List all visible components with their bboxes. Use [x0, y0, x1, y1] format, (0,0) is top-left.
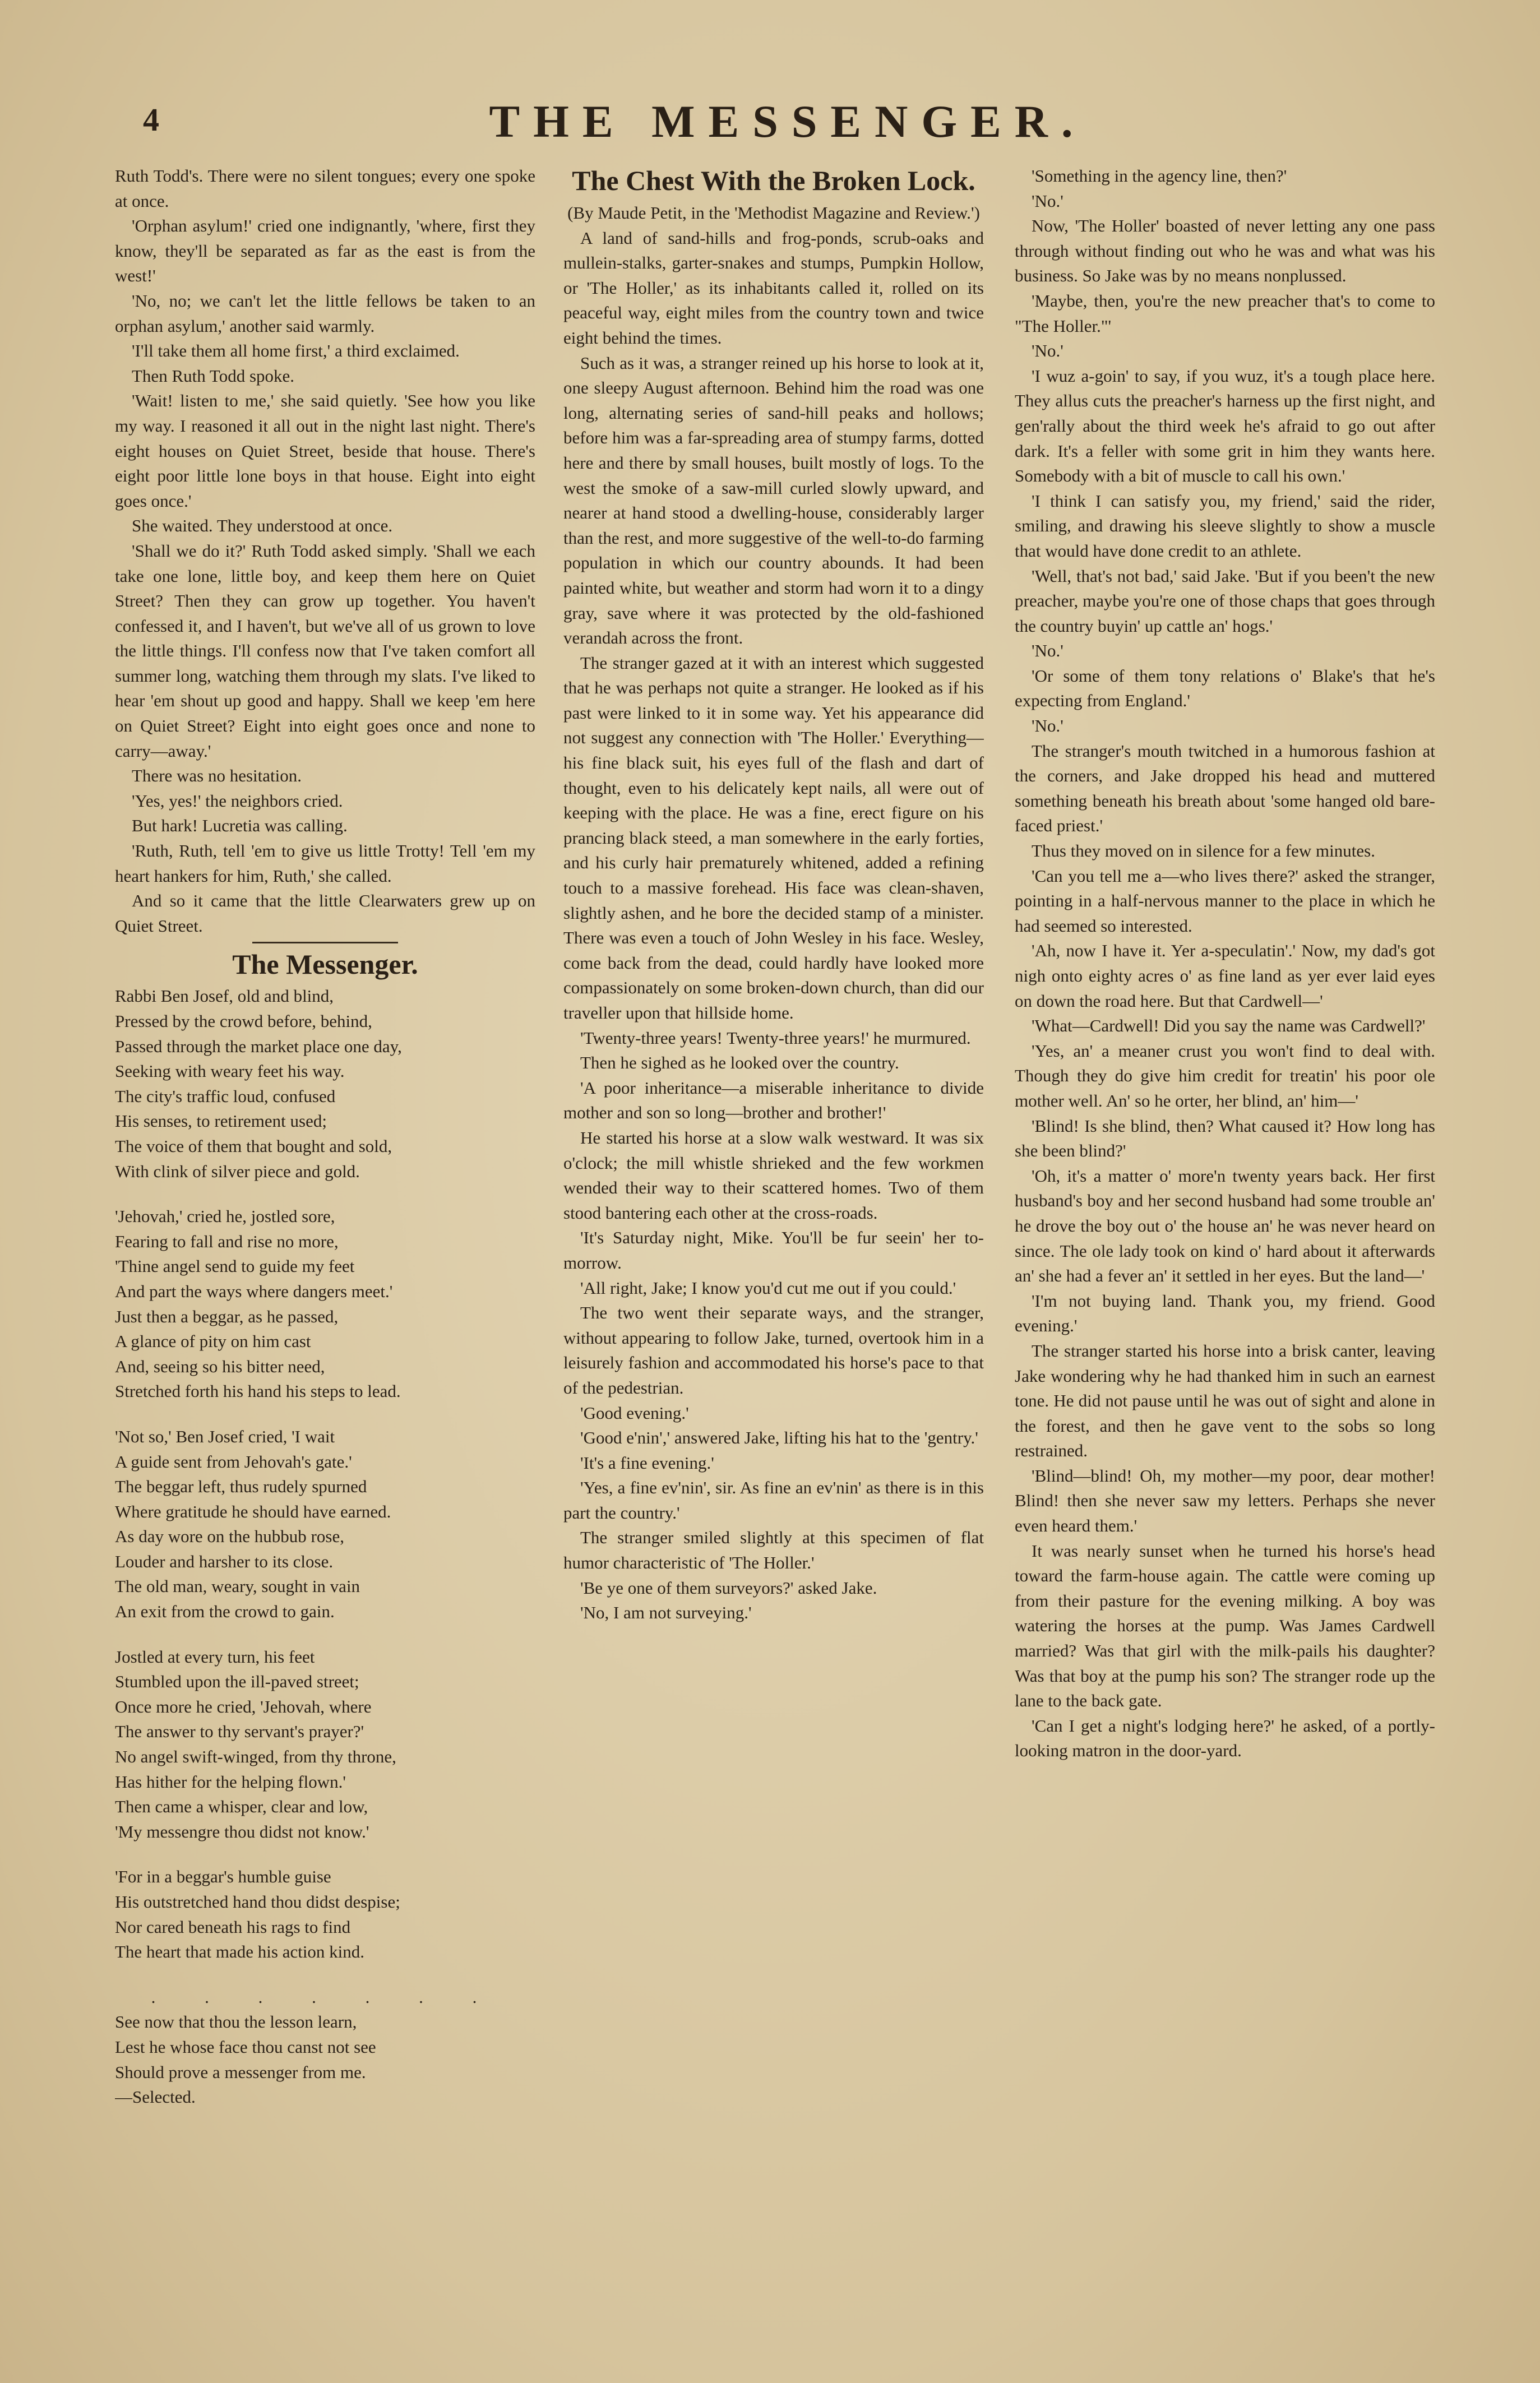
paragraph: Then he sighed as he looked over the country.: [580, 1053, 899, 1073]
paragraph: The stranger smiled slightly at this specimen of flat humor characteristic of 'The Holler.': [563, 1528, 984, 1573]
poem-line: The heart that made his action kind.: [115, 1942, 365, 1962]
poem-line: Lest he whose face thou canst not see: [115, 2037, 376, 2057]
paragraph: 'Ruth, Ruth, tell 'em to give us little Trotty! Tell 'em my heart hankers for him, Ruth,' she called.: [115, 841, 535, 886]
paragraph: 'It's Saturday night, Mike. You'll be fur seein' her to-morrow.: [563, 1228, 984, 1273]
paragraph: But hark! Lucretia was calling.: [132, 816, 348, 836]
paragraph: 'Wait! listen to me,' she said quietly. 'See how you like my way. I reasoned it all out in the night last night. There's eight houses on Quiet Street, beside that house. There's eight poor little lone boys in that house. Eight into eight goes once.': [115, 391, 535, 511]
paragraph: 'Shall we do it?' Ruth Todd asked simply. 'Shall we each take one lone, little boy, and keep them here on Quiet Street? Then they can grow up together. You haven't confessed it, and I haven't, but we've all of us grown to love the little things. I'll confess now that I've taken comfort all summer long, watching them through my slats. I've liked to hear 'em shout up good and happy. Shall we keep 'em here on Quiet Street? Eight into eight goes once and none to carry—away.': [115, 540, 535, 761]
newspaper-columns: [115, 164, 1455, 2238]
poem-attribution: —Selected.: [115, 2087, 196, 2107]
paragraph: 'I think I can satisfy you, my friend,' said the rider, smiling, and drawing his sleeve slightly to show a muscle that would have done credit to an athlete.: [1015, 491, 1435, 561]
paragraph: 'No, no; we can't let the little fellows be taken to an orphan asylum,' another said warmly.: [115, 290, 535, 336]
poem-line: Stumbled upon the ill-paved street;: [115, 1672, 359, 1692]
poem-line: The voice of them that bought and sold,: [115, 1136, 392, 1156]
poem-line: 'My messengre thou didst not know.': [115, 1821, 369, 1841]
paragraph: Ruth Todd's. There were no silent tongues; every one spoke at once.: [115, 166, 535, 211]
paragraph: 'All right, Jake; I know you'd cut me out if you could.': [580, 1278, 956, 1298]
poem-line: Then came a whisper, clear and low,: [115, 1797, 368, 1817]
poem-line: Passed through the market place one day,: [115, 1036, 402, 1056]
masthead: THE MESSENGER.: [489, 96, 1086, 147]
poem-line: And part the ways where dangers meet.': [115, 1281, 393, 1301]
poem-stanza: [115, 1424, 535, 1625]
paragraph: 'Yes, a fine ev'nin', sir. As fine an ev'nin' as there is in this part the country.': [563, 1478, 984, 1523]
poem-line: Louder and harsher to its close.: [115, 1551, 334, 1571]
poem-line: The old man, weary, sought in vain: [115, 1576, 360, 1597]
poem-line: Nor cared beneath his rags to find: [115, 1917, 351, 1937]
paragraph: 'No.': [1032, 341, 1063, 361]
paragraph: 'Blind! Is she blind, then? What caused it? How long has she been blind?': [1015, 1116, 1435, 1161]
column-3: [1015, 164, 1435, 2238]
poem-line: With clink of silver piece and gold.: [115, 1161, 360, 1181]
paragraph: 'Oh, it's a matter o' more'n twenty years back. Her first husband's boy and her second husband had some trouble an' he drove the boy out o' the house an' he was never heard on since. The ole lady took on kind o' hard about it afterwards an' she had a fever an' it settled in her eyes. But the land—': [1015, 1165, 1435, 1286]
paragraph: 'Something in the agency line, then?': [1032, 166, 1287, 186]
poem-line: Has hither for the helping flown.': [115, 1771, 346, 1792]
column-1: [115, 164, 535, 2238]
poem-line: Rabbi Ben Josef, old and blind,: [115, 986, 334, 1006]
paragraph: There was no hesitation.: [132, 766, 302, 786]
poem-line: 'Jehovah,' cried he, jostled sore,: [115, 1206, 335, 1227]
paragraph: 'Ah, now I have it. Yer a-speculatin'.' Now, my dad's got nigh onto eighty acres o' as fine land as yer ever laid eyes on down the road here. But that Cardwell—': [1015, 941, 1435, 1011]
poem-line: A glance of pity on him cast: [115, 1331, 311, 1352]
paragraph: The stranger started his horse into a brisk canter, leaving Jake wondering why he had thanked him in such an earnest tone. He did not pause until he was out of sight and alone in the forest, and then he gave vent to the sobs so long restrained.: [1015, 1340, 1435, 1461]
article-headline: The Chest With the Broken Lock.: [572, 165, 975, 196]
poem-title: The Messenger.: [232, 948, 418, 980]
poem-final-stanza: [115, 2010, 535, 2085]
paragraph: 'Well, that's not bad,' said Jake. 'But if you been't the new preacher, maybe you're one of those chaps that goes through the country buyin' up cattle an' hogs.': [1015, 566, 1435, 636]
poem-line: Should prove a messenger from me.: [115, 2062, 366, 2082]
poem-line: Seeking with weary feet his way.: [115, 1061, 345, 1081]
page-number: 4: [143, 101, 159, 138]
poem-stanza: [115, 1864, 535, 1964]
poem-stanza: [115, 984, 535, 1184]
story-continuation: [115, 164, 535, 938]
paragraph: 'No.': [1032, 641, 1063, 661]
paragraph: 'Good evening.': [580, 1403, 689, 1423]
paragraph: 'Can I get a night's lodging here?' he asked, of a portly-looking matron in the door-yard.: [1015, 1715, 1435, 1761]
poem-line: See now that thou the lesson learn,: [115, 2012, 357, 2032]
poem-line: His senses, to retirement used;: [115, 1111, 327, 1131]
paragraph: 'I wuz a-goin' to say, if you wuz, it's a tough place here. They allus cuts the preacher's harness up the first night, and gen'rally about the third week he's afraid to go out after dark. It's a feller with some grit in him they wants here. Somebody with a bit of muscle to call his own.': [1015, 365, 1435, 486]
poem-line: 'Thine angel send to guide my feet: [115, 1256, 355, 1276]
poem-line: His outstretched hand thou didst despise;: [115, 1892, 400, 1912]
paragraph: 'A poor inheritance—a miserable inheritance to divide mother and son so long—brother and brother!': [563, 1077, 984, 1123]
poem-line: Fearing to fall and rise no more,: [115, 1231, 339, 1251]
poem-line: The beggar left, thus rudely spurned: [115, 1477, 367, 1497]
paragraph: Now, 'The Holler' boasted of never letting any one pass through without finding out who he was and what was his business. So Jake was by no means nonplussed.: [1015, 216, 1435, 286]
paragraph: 'Blind—blind! Oh, my mother—my poor, dear mother! Blind! then she never saw my letters. Perhaps she never even heard them.': [1015, 1465, 1435, 1536]
paragraph: The two went their separate ways, and the stranger, without appearing to follow Jake, turned, overtook him in a leisurely fashion and accommodated his horse's pace to that of the pedestrian.: [563, 1303, 984, 1398]
paragraph: 'Be ye one of them surveyors?' asked Jake.: [580, 1577, 877, 1598]
poem-line: Jostled at every turn, his feet: [115, 1646, 315, 1667]
paragraph: 'It's a fine evening.': [580, 1452, 714, 1473]
poem-line: And, seeing so his bitter need,: [115, 1356, 325, 1376]
poem-stanza: [115, 1645, 535, 1845]
paragraph: And so it came that the little Clearwaters grew up on Quiet Street.: [115, 891, 535, 936]
paragraph: 'What—Cardwell! Did you say the name was Cardwell?': [1032, 1016, 1426, 1036]
paragraph: Then Ruth Todd spoke.: [132, 365, 295, 386]
poem-line: The answer to thy servant's prayer?': [115, 1722, 364, 1742]
paragraph: Such as it was, a stranger reined up his horse to look at it, one sleepy August afternoon. Behind him the road was one long, alternating series of sand-hill peaks and hollows; before him was a far-spreading area of stumpy farms, dotted here and there by small houses, built mostly of logs. To the west the smoke of a saw-mill curled slowly upward, and nearer at hand stood a dwelling-house, considerably larger than the rest, and more suggestive of the well-to-do farming population in which our country abounds. It had been painted white, but weather and storm had worn it to a dingy gray, save where it was protected by the old-fashioned verandah across the front.: [563, 353, 984, 648]
paragraph: She waited. They understood at once.: [132, 516, 393, 536]
paragraph: 'Orphan asylum!' cried one indignantly, 'where, first they know, they'll be separated as far as the east is from the west!': [115, 216, 535, 286]
section-divider: [252, 942, 398, 943]
paragraph: 'Can you tell me a—who lives there?' asked the stranger, pointing in a half-nervous manner to the place in which he had seemed so interested.: [1015, 866, 1435, 936]
poem-line: Pressed by the crowd before, behind,: [115, 1011, 372, 1031]
column-2: [563, 164, 984, 2238]
paragraph: 'Maybe, then, you're the new preacher that's to come to "The Holler."': [1015, 290, 1435, 336]
paragraph: The stranger gazed at it with an interest which suggested that he was perhaps not quite a stranger. He looked as if his past were linked to it in some way. Yet his appearance did not suggest any connection with 'The Holler.' Everything—his fine black suit, his eyes full of the flash and dart of thought, even to his delicately kept nails, all were out of keeping with the place. He was a fine, erect figure on his prancing black steed, a man somewhere in the early forties, and his curly hair prematurely whitened, added a refining touch to a massive forehead. His face was clean-shaven, slightly ashen, and he bore the decided stamp of a minister. There was even a touch of John Wesley in his face. Wesley, come back from the dead, could hardly have looked more compassionately on some broken-down church, than did our traveller upon that hillside home.: [563, 653, 984, 1022]
poem-line: A guide sent from Jehovah's gate.': [115, 1451, 352, 1472]
poem-stanza: [115, 1204, 535, 1404]
paragraph: 'No.': [1032, 191, 1063, 211]
paragraph: 'I'm not buying land. Thank you, my friend. Good evening.': [1015, 1290, 1435, 1336]
paragraph: A land of sand-hills and frog-ponds, scrub-oaks and mullein-stalks, garter-snakes and stumps, Pumpkin Hollow, or 'The Holler,' as its inhabitants called it, rolled on its peaceful way, eight miles from the country town and twice eight behind the times.: [563, 228, 984, 348]
paragraph: The stranger's mouth twitched in a humorous fashion at the corners, and Jake dropped his head and muttered something beneath his breath about 'some hanged old bare-faced priest.': [1015, 741, 1435, 836]
poem-line: Once more he cried, 'Jehovah, where: [115, 1696, 372, 1716]
poem-line: Just then a beggar, as he passed,: [115, 1306, 339, 1326]
poem-line: 'Not so,' Ben Josef cried, 'I wait: [115, 1426, 335, 1446]
paragraph: 'No, I am not surveying.': [580, 1603, 752, 1623]
paragraph: 'Twenty-three years! Twenty-three years!' he murmured.: [580, 1028, 971, 1048]
poem-line: An exit from the crowd to gain.: [115, 1602, 335, 1622]
article-body: [563, 226, 984, 1626]
poem-ellipsis: . . . . . . .: [151, 1987, 500, 2007]
paragraph: 'Good e'nin',' answered Jake, lifting his hat to the 'gentry.': [580, 1428, 978, 1448]
paragraph: Thus they moved on in silence for a few minutes.: [1032, 841, 1375, 861]
paragraph: He started his horse at a slow walk westward. It was six o'clock; the mill whistle shrieked and the few workmen wended their way to their scattered homes. Two of them stood bantering each other at the cross-roads.: [563, 1127, 984, 1223]
poem-line: As day wore on the hubbub rose,: [115, 1526, 344, 1547]
poem-line: Where gratitude he should have earned.: [115, 1501, 391, 1521]
paragraph: It was nearly sunset when he turned his horse's head toward the farm-house again. The cattle were coming up from their pasture for the evening milking. A boy was watering the horses at the pump. Was James Cardwell married? Was that girl with the milk-pails his daughter? Was that boy at the pump his son? The stranger rode up the lane to the back gate.: [1015, 1540, 1435, 1711]
paragraph: 'Yes, an' a meaner crust you won't find to deal with. Though they do give him credit for treatin' his poor ole mother well. An' so he orter, her blind, an' him—': [1015, 1040, 1435, 1110]
article-byline: (By Maude Petit, in the 'Methodist Magazine and Review.'): [567, 203, 980, 223]
poem-line: The city's traffic loud, confused: [115, 1086, 336, 1106]
poem-line: Stretched forth his hand his steps to lead.: [115, 1381, 401, 1401]
poem-line: 'For in a beggar's humble guise: [115, 1867, 331, 1887]
paragraph: 'Or some of them tony relations o' Blake's that he's expecting from England.': [1015, 665, 1435, 711]
paragraph: 'I'll take them all home first,' a third exclaimed.: [132, 341, 460, 361]
poem: [115, 984, 535, 1964]
page-header: [121, 95, 1455, 157]
paragraph: 'Yes, yes!' the neighbors cried.: [132, 790, 343, 811]
paragraph: 'No.': [1032, 716, 1063, 736]
poem-line: No angel swift-winged, from thy throne,: [115, 1747, 396, 1767]
article-body-continued: [1015, 164, 1435, 1764]
